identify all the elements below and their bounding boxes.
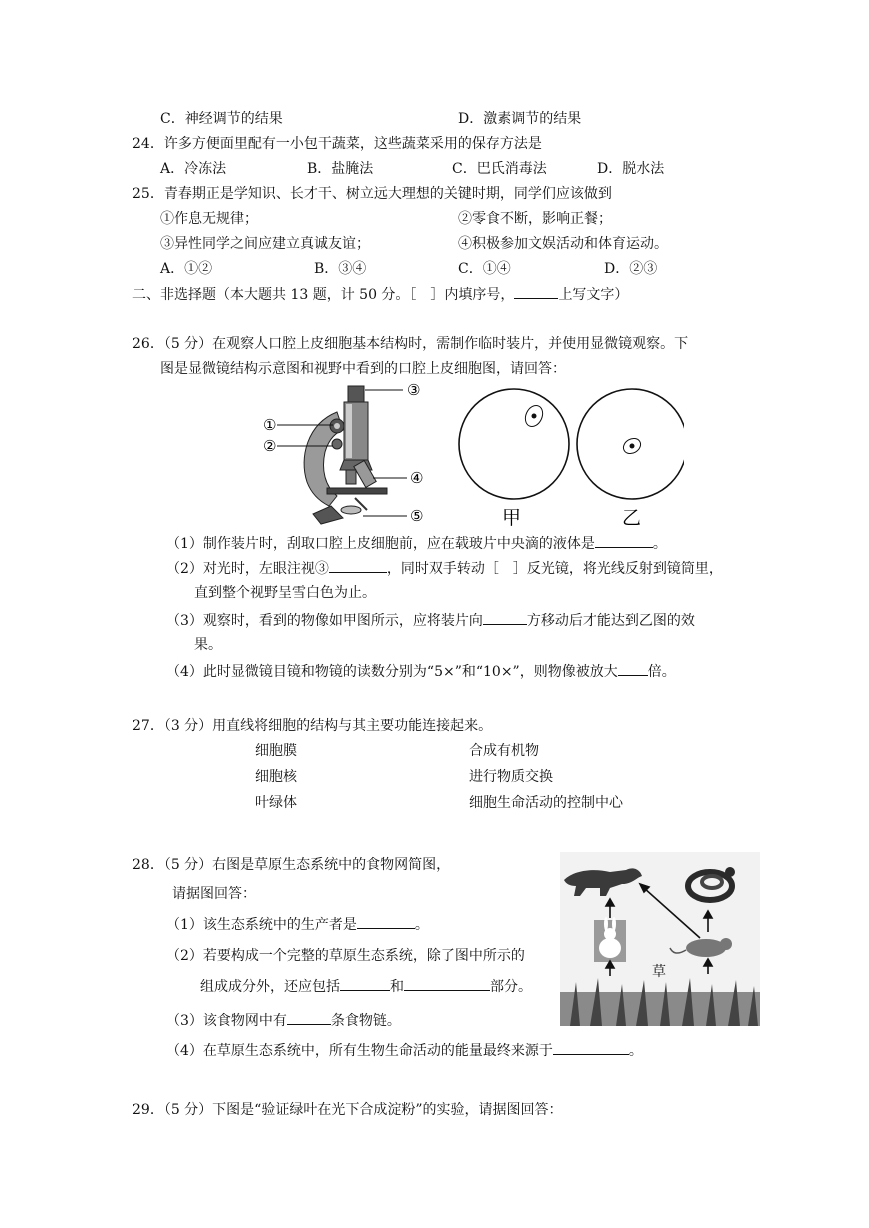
q28-line-2: 请据图回答： — [172, 886, 256, 902]
label-2: ② — [263, 437, 277, 455]
q27-right-item: 细胞生命活动的控制中心 — [469, 795, 623, 811]
grass-label: 草 — [652, 964, 666, 980]
q28-sub3-post: 条食物链。 — [330, 1013, 401, 1029]
q26-sub3-post: 方移动后才能达到乙图的效 — [526, 613, 695, 629]
q27-left-item: 细胞核 — [255, 769, 297, 785]
q25-option-a: A．①② — [160, 261, 213, 277]
q25-stem: 25．青春期正是学知识、长才干、树立远大理想的关键时期，同学们应该做到 — [132, 186, 612, 202]
q26-sub1-text: （1）制作装片时，刮取口腔上皮细胞前，应在载玻片中央滴的液体是 — [166, 536, 595, 552]
rabbit-icon — [594, 917, 626, 962]
q28-sub2-blank-1 — [340, 976, 390, 991]
label-4: ④ — [410, 469, 424, 487]
q25-option-c: C．①④ — [458, 261, 511, 277]
q26-sub3-line-2: 果。 — [194, 637, 222, 653]
q24-stem: 24．许多方便面里配有一小包干蔬菜，这些蔬菜采用的保存方法是 — [132, 136, 542, 152]
section-2-blank — [514, 284, 558, 299]
q28-sub2-text: 组成成分外，还应包括 — [200, 979, 340, 995]
q25-option-d: D．②③ — [604, 261, 658, 277]
q28-sub2-line-2 — [200, 976, 532, 997]
q26-sub4-text: （4）此时显微镜目镜和物镜的读数分别为“5×”和“10×”，则物像被放大 — [166, 664, 618, 680]
q24-option-c: C．巴氏消毒法 — [452, 161, 547, 177]
q26-sub-3 — [166, 610, 695, 631]
q28-sub-2: （2）若要构成一个完整的草原生态系统，除了图中所示的 — [166, 948, 525, 964]
q28-sub3-text: （3）该食物网中有 — [166, 1013, 287, 1029]
q26-sub1-blank — [595, 533, 653, 548]
q26-sub-1 — [166, 533, 667, 554]
q26-sub3-blank — [483, 610, 527, 625]
q23-option-d: D．激素调节的结果 — [458, 111, 582, 127]
q27-left-item: 细胞膜 — [255, 743, 297, 759]
q28-sub1-end: 。 — [414, 917, 429, 933]
q26-sub1-end: 。 — [652, 536, 667, 552]
q25-option-b: B．③④ — [314, 261, 367, 277]
q28-sub4-text: （4）在草原生态系统中，所有生物生命活动的能量最终来源于 — [166, 1043, 553, 1059]
q28-sub2-end: 部分。 — [490, 979, 532, 995]
q28-sub1-text: （1）该生态系统中的生产者是 — [166, 917, 357, 933]
q25-statement-2: ②零食不断，影响正餐； — [458, 211, 612, 227]
q25-statement-1: ①作息无规律； — [160, 211, 258, 227]
field-of-view-figure — [452, 384, 684, 532]
q25-statement-3: ③异性同学之间应建立真诚友谊； — [160, 236, 370, 252]
q28-sub2-and: 和 — [390, 979, 404, 995]
q26-sub-4 — [166, 661, 676, 682]
q24-option-d: D．脱水法 — [597, 161, 665, 177]
q26-sub2-mid: ，同时双手转动［ ］反光镜，将光线反射到镜筒里， — [386, 561, 723, 577]
q26-sub2-line-2: 直到整个视野呈雪白色为止。 — [194, 585, 376, 601]
q27-right-item: 进行物质交换 — [469, 769, 553, 785]
q24-option-a: A．冷冻法 — [160, 161, 227, 177]
q28-line-1: 28．（5 分）右图是草原生态系统中的食物网简图， — [132, 857, 451, 873]
q26-sub4-post: 倍。 — [647, 664, 676, 680]
q27-stem: 27．（3 分）用直线将细胞的结构与其主要功能连接起来。 — [132, 718, 493, 734]
q24-option-b: B．盐腌法 — [307, 161, 374, 177]
section-2-text-post: 上写文字） — [558, 287, 629, 303]
q26-line-2: 图是显微镜结构示意图和视野中看到的口腔上皮细胞图，请回答： — [160, 361, 566, 377]
section-2-heading — [132, 284, 628, 305]
q27-right-item: 合成有机物 — [469, 743, 539, 759]
section-2-text-pre: 二、非选择题（本大题共 13 题，计 50 分。［ ］内填序号， — [132, 287, 515, 303]
q28-sub4-blank — [553, 1040, 629, 1055]
q26-sub2-text: （2）对光时，左眼注视③ — [166, 561, 329, 577]
q23-option-c: C．神经调节的结果 — [160, 111, 283, 127]
q28-sub3-blank — [287, 1010, 331, 1025]
view-circle-jia — [459, 389, 569, 499]
q26-sub4-blank — [618, 661, 648, 676]
food-web-figure — [560, 852, 760, 1026]
q27-left-item: 叶绿体 — [255, 795, 297, 811]
label-5: ⑤ — [410, 507, 424, 525]
q28-sub4-end: 。 — [628, 1043, 643, 1059]
q25-statement-4: ④积极参加文娱活动和体育运动。 — [458, 236, 668, 252]
label-jia: 甲 — [502, 507, 522, 529]
q26-sub2-blank — [329, 558, 387, 573]
q26-line-1: 26．（5 分）在观察人口腔上皮细胞基本结构时，需制作临时装片，并使用显微镜观察。下 — [132, 336, 689, 352]
q28-sub2-blank-2 — [404, 976, 490, 991]
label-3: ③ — [407, 381, 421, 399]
q28-sub-1 — [166, 914, 429, 935]
q28-sub-4 — [166, 1040, 643, 1061]
q28-sub-3 — [166, 1010, 401, 1031]
label-1: ① — [263, 416, 277, 434]
label-yi: 乙 — [622, 507, 642, 529]
q29-stem: 29．（5 分）下图是“验证绿叶在光下合成淀粉”的实验，请据图回答： — [132, 1102, 563, 1118]
q26-sub3-text: （3）观察时，看到的物像如甲图所示，应将装片向 — [166, 613, 483, 629]
q28-sub1-blank — [357, 914, 415, 929]
q26-sub-2 — [166, 558, 723, 579]
microscope-figure — [255, 378, 435, 528]
